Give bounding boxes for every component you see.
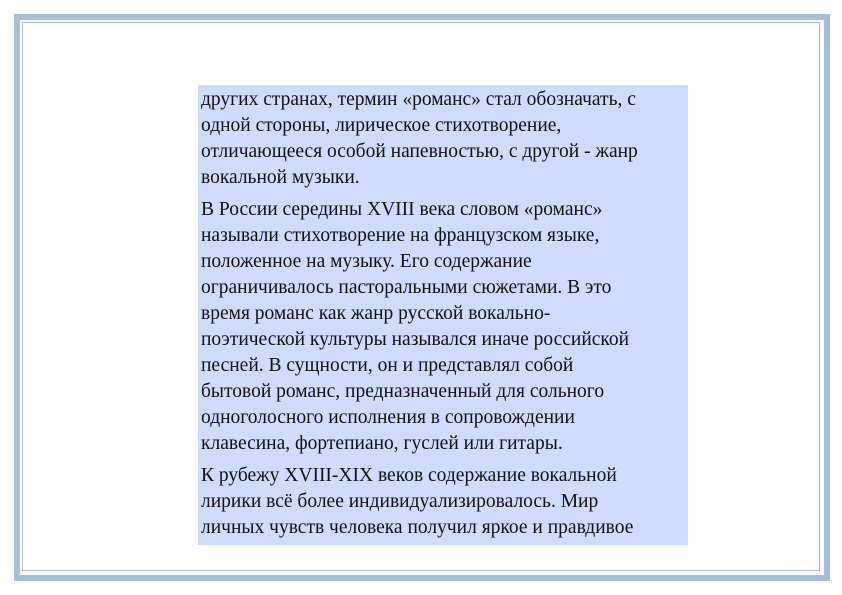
text-block (198, 85, 688, 545)
paragraph-3: К рубежу XVIII-XIX веков содержание вокальной лирики всё более индивидуализировалось. Мир личных чувств человека получил яркое и правдивое (201, 465, 634, 538)
paragraph-2: В России середины XVIII века словом «романс» называли стихотворение на французском языке, положенное на музыку. Его содержание ограничивалось пасторальными сюжетами. В это время романс как жанр русской вокально- поэтической культуры назывался иначе российской песней. В сущности, он и представлял собой бытовой романс, предназначенный для сольного одноголосного исполнения в сопровождении клавесина, фортепиано, гуслей или гитары. (201, 199, 630, 454)
paragraph-1: других странах, термин «романс» стал обозначать, с одной стороны, лирическое стихотворение, отличающееся особой напевностью, с другой - жанр вокальной музыки. (201, 89, 638, 188)
